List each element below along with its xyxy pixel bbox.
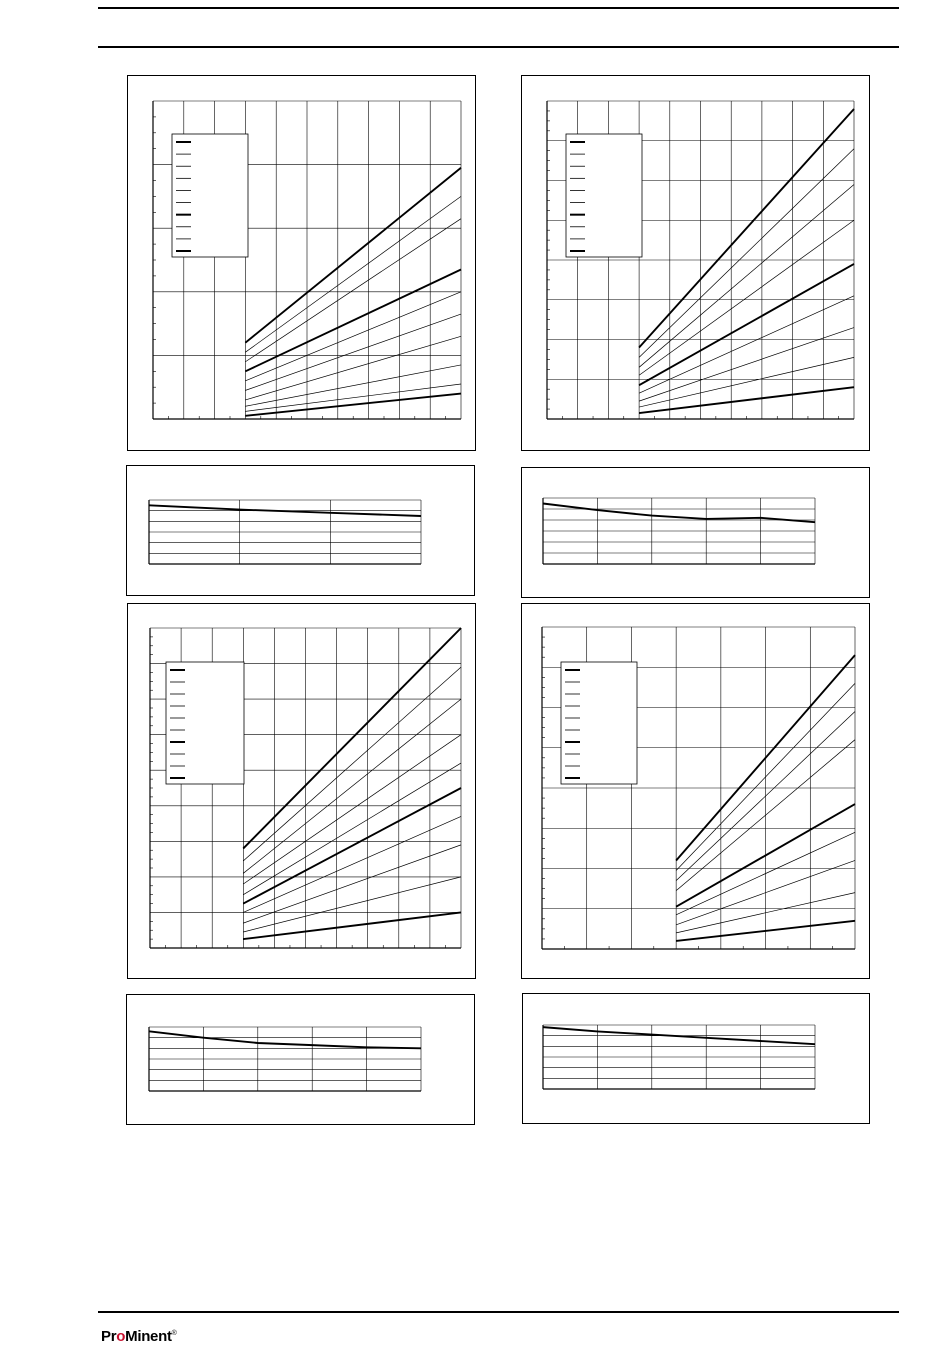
series-line [639, 328, 854, 402]
series-line [243, 816, 461, 912]
logo-mark: ® [171, 1330, 177, 1337]
chart-panel-small-2 [521, 467, 870, 598]
series-line [243, 735, 461, 884]
series-line [639, 184, 854, 367]
series-line [543, 504, 815, 523]
logo-text-2: o [116, 1328, 126, 1345]
series-line [245, 270, 461, 372]
series-line [245, 292, 461, 381]
chart-main-2 [522, 76, 871, 452]
series-line [243, 788, 461, 904]
series-line [243, 845, 461, 923]
series-line [245, 394, 461, 416]
logo-text-1: Pr [101, 1328, 117, 1345]
series-line [245, 365, 461, 406]
series-line [639, 264, 854, 385]
chart-panel-main-2 [521, 75, 870, 451]
prominent-logo [101, 1328, 177, 1345]
header-rule-bottom [98, 46, 899, 48]
series-line [243, 628, 461, 848]
series-line [243, 667, 461, 861]
chart-panel-small-4 [522, 993, 870, 1124]
series-line [149, 1031, 421, 1048]
chart-small-1 [127, 466, 476, 597]
chart-small-3 [127, 995, 476, 1126]
series-line [245, 336, 461, 400]
chart-panel-small-1 [126, 465, 475, 596]
series-line [245, 219, 461, 362]
chart-panel-main-3 [127, 603, 476, 979]
chart-panel-main-4 [521, 603, 870, 979]
series-line [639, 149, 854, 358]
header-rule-top [98, 7, 899, 9]
series-line [243, 763, 461, 895]
series-line [639, 387, 854, 413]
chart-panel-main-1 [127, 75, 476, 451]
series-line [245, 168, 461, 343]
chart-panel-small-3 [126, 994, 475, 1125]
series-line [639, 109, 854, 348]
footer-rule [98, 1311, 899, 1313]
series-line [243, 912, 461, 939]
series-line [243, 699, 461, 873]
chart-main-4 [522, 604, 871, 980]
logo-text-3: Minent [125, 1328, 172, 1345]
chart-main-1 [128, 76, 477, 452]
chart-small-2 [522, 468, 871, 599]
chart-main-3 [128, 604, 477, 980]
series-line [639, 220, 854, 375]
chart-small-4 [523, 994, 871, 1125]
series-line [245, 314, 461, 390]
series-line [245, 196, 461, 352]
